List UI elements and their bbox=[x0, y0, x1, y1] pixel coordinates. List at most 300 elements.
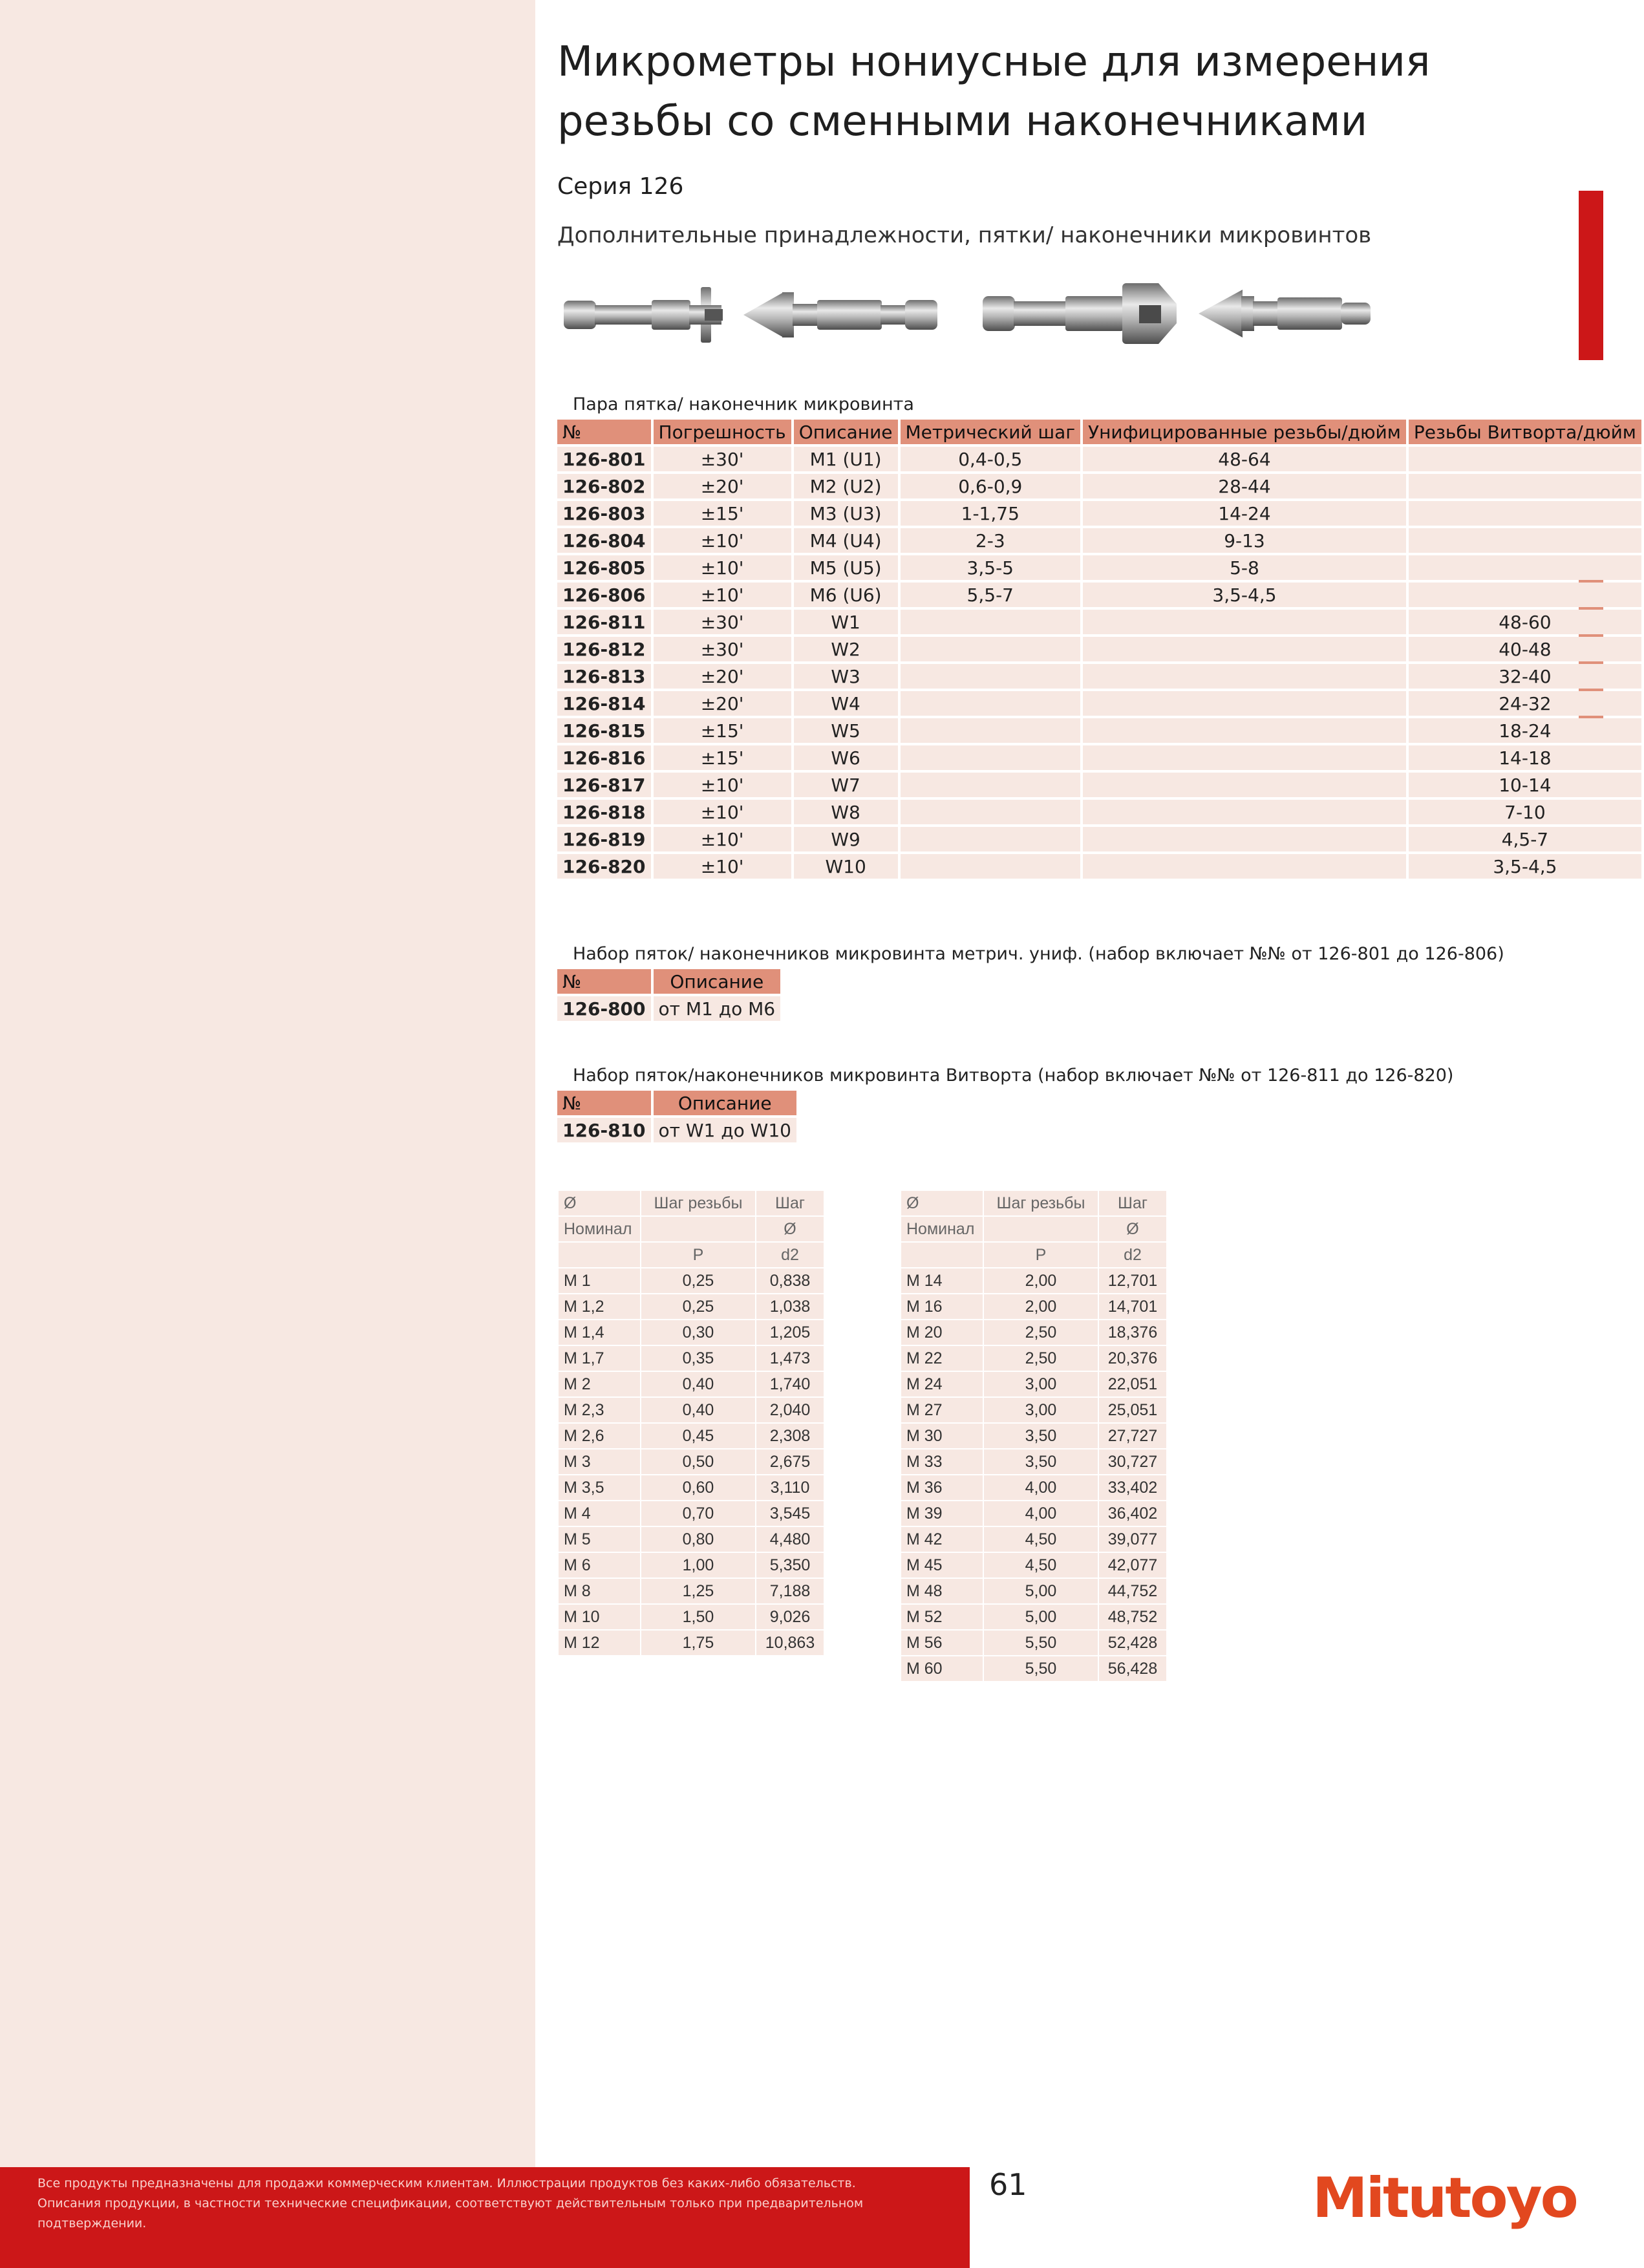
unified-tpi-cell bbox=[1083, 854, 1406, 879]
thread-pitch-cell: 3,50 bbox=[984, 1450, 1098, 1474]
pitch-diameter-cell: 2,040 bbox=[756, 1398, 824, 1422]
thread-size-cell: M 33 bbox=[901, 1450, 983, 1474]
description-cell: W8 bbox=[794, 800, 898, 824]
metric-pitch-cell bbox=[901, 827, 1081, 851]
thread-table-right bbox=[900, 1190, 1168, 1682]
item-number-cell: 126-818 bbox=[557, 800, 651, 824]
thread-header-cell: Номинал bbox=[559, 1217, 640, 1241]
pitch-diameter-cell: 1,038 bbox=[756, 1294, 824, 1319]
whitworth-tpi-cell bbox=[1409, 501, 1641, 526]
thread-row bbox=[901, 1450, 1166, 1474]
pitch-diameter-cell: 48,752 bbox=[1099, 1605, 1166, 1629]
pitch-diameter-cell: 14,701 bbox=[1099, 1294, 1166, 1319]
accuracy-cell: ±30' bbox=[654, 447, 791, 471]
whitworth-tpi-cell bbox=[1409, 555, 1641, 580]
metric-pitch-cell bbox=[901, 610, 1081, 634]
unified-tpi-cell: 3,5-4,5 bbox=[1083, 583, 1406, 607]
thread-size-cell: M 1,2 bbox=[559, 1294, 640, 1319]
table-row bbox=[557, 637, 1641, 661]
metric-pitch-cell bbox=[901, 745, 1081, 770]
thread-size-cell: M 1,4 bbox=[559, 1320, 640, 1345]
item-number-cell: 126-819 bbox=[557, 827, 651, 851]
thread-size-cell: M 3 bbox=[559, 1450, 640, 1474]
thread-row bbox=[901, 1501, 1166, 1526]
cone-tip-image bbox=[743, 292, 937, 337]
pitch-diameter-cell: 12,701 bbox=[1099, 1268, 1166, 1293]
thread-row bbox=[901, 1398, 1166, 1422]
thread-pitch-cell: 5,50 bbox=[984, 1631, 1098, 1655]
brand-logo: Mitutoyo bbox=[1312, 2166, 1577, 2231]
whitworth-tpi-cell: 14-18 bbox=[1409, 745, 1641, 770]
thread-row bbox=[559, 1501, 824, 1526]
accuracy-cell: ±20' bbox=[654, 474, 791, 498]
table-row bbox=[557, 501, 1641, 526]
thread-size-cell: M 48 bbox=[901, 1579, 983, 1603]
metric-set-table bbox=[555, 967, 783, 1023]
metric-pitch-cell bbox=[901, 691, 1081, 716]
col-header-whitworth-tpi: Резьбы Витворта/дюйм bbox=[1409, 420, 1641, 444]
unified-tpi-cell bbox=[1083, 745, 1406, 770]
whitworth-set-caption: Набор пяток/наконечников микровинта Витворта (набор включает №№ от 126-811 до 126-820) bbox=[573, 1065, 1454, 1086]
thread-header-cell bbox=[641, 1217, 755, 1241]
thread-pitch-cell: 2,00 bbox=[984, 1268, 1098, 1293]
unified-tpi-cell bbox=[1083, 691, 1406, 716]
thread-size-cell: M 2,6 bbox=[559, 1424, 640, 1448]
thread-pitch-cell: 0,80 bbox=[641, 1527, 755, 1552]
thread-pitch-cell: 0,25 bbox=[641, 1268, 755, 1293]
thread-pitch-cell: 3,00 bbox=[984, 1398, 1098, 1422]
thread-size-cell: M 10 bbox=[559, 1605, 640, 1629]
unified-tpi-cell bbox=[1083, 800, 1406, 824]
table-row bbox=[557, 528, 1641, 553]
table-row bbox=[557, 854, 1641, 879]
description-cell: M1 (U1) bbox=[794, 447, 898, 471]
col-header-description: Описание bbox=[654, 969, 781, 994]
thread-header-cell: Ø bbox=[1099, 1217, 1166, 1241]
thread-row bbox=[901, 1656, 1166, 1681]
thread-size-cell: M 52 bbox=[901, 1605, 983, 1629]
thread-row bbox=[901, 1268, 1166, 1293]
description-cell: M6 (U6) bbox=[794, 583, 898, 607]
col-header-number: № bbox=[557, 969, 651, 994]
pitch-diameter-cell: 2,675 bbox=[756, 1450, 824, 1474]
pitch-diameter-cell: 5,350 bbox=[756, 1553, 824, 1578]
thread-header-cell: P bbox=[641, 1243, 755, 1267]
thread-pitch-cell: 2,00 bbox=[984, 1294, 1098, 1319]
thread-size-cell: M 3,5 bbox=[559, 1475, 640, 1500]
thread-size-cell: M 4 bbox=[559, 1501, 640, 1526]
thread-header-cell: Номинал bbox=[901, 1217, 983, 1241]
description-cell: M3 (U3) bbox=[794, 501, 898, 526]
col-header-metric-pitch: Метрический шаг bbox=[901, 420, 1081, 444]
unified-tpi-cell bbox=[1083, 718, 1406, 743]
table-row bbox=[557, 827, 1641, 851]
thread-pitch-cell: 3,50 bbox=[984, 1424, 1098, 1448]
thread-size-cell: M 39 bbox=[901, 1501, 983, 1526]
col-header-number: № bbox=[557, 420, 651, 444]
thread-size-cell: M 12 bbox=[559, 1631, 640, 1655]
whitworth-tpi-cell bbox=[1409, 474, 1641, 498]
metric-pitch-cell: 0,4-0,5 bbox=[901, 447, 1081, 471]
thread-size-cell: M 16 bbox=[901, 1294, 983, 1319]
col-header-unified-tpi: Унифицированные резьбы/дюйм bbox=[1083, 420, 1406, 444]
thread-pitch-cell: 0,40 bbox=[641, 1398, 755, 1422]
col-header-number: № bbox=[557, 1091, 651, 1115]
whitworth-set-header-row bbox=[557, 1091, 796, 1115]
accuracy-cell: ±15' bbox=[654, 718, 791, 743]
pitch-diameter-cell: 22,051 bbox=[1099, 1372, 1166, 1396]
thread-row bbox=[901, 1475, 1166, 1500]
page-number: 61 bbox=[989, 2167, 1027, 2202]
thread-header-cell bbox=[901, 1243, 983, 1267]
thread-size-cell: M 27 bbox=[901, 1398, 983, 1422]
accuracy-cell: ±10' bbox=[654, 773, 791, 797]
table-row bbox=[557, 583, 1641, 607]
item-number-cell: 126-802 bbox=[557, 474, 651, 498]
thread-pitch-cell: 4,50 bbox=[984, 1527, 1098, 1552]
thread-row bbox=[901, 1527, 1166, 1552]
thread-header-cell bbox=[984, 1217, 1098, 1241]
accuracy-cell: ±10' bbox=[654, 854, 791, 879]
thread-header-cell: Шаг bbox=[756, 1191, 824, 1215]
metric-pitch-cell bbox=[901, 773, 1081, 797]
whitworth-set-table bbox=[555, 1088, 799, 1145]
thread-pitch-cell: 0,50 bbox=[641, 1450, 755, 1474]
pitch-diameter-cell: 9,026 bbox=[756, 1605, 824, 1629]
item-number-cell: 126-811 bbox=[557, 610, 651, 634]
thread-size-cell: M 24 bbox=[901, 1372, 983, 1396]
thread-header-row bbox=[559, 1217, 824, 1241]
description-cell: W4 bbox=[794, 691, 898, 716]
footer-disclaimer: Все продукты предназначены для продажи коммерческим клиентам. Иллюстрации продуктов без каких-либо обязательств. Описания продукции, в частности технические спецификации, соответствуют действительным только при предварительном подтверждении. bbox=[37, 2176, 864, 2231]
item-number-cell: 126-815 bbox=[557, 718, 651, 743]
description-cell: W7 bbox=[794, 773, 898, 797]
thread-header-row bbox=[901, 1191, 1166, 1215]
metric-pitch-cell bbox=[901, 854, 1081, 879]
unified-tpi-cell bbox=[1083, 773, 1406, 797]
thread-size-cell: M 14 bbox=[901, 1268, 983, 1293]
thread-header-cell: Ø bbox=[756, 1217, 824, 1241]
section-tab-red bbox=[1579, 191, 1603, 360]
item-number-cell: 126-804 bbox=[557, 528, 651, 553]
metric-pitch-cell: 2-3 bbox=[901, 528, 1081, 553]
accuracy-cell: ±20' bbox=[654, 691, 791, 716]
metric-set-caption: Набор пяток/ наконечников микровинта метрич. униф. (набор включает №№ от 126-801 до 126-806) bbox=[573, 944, 1504, 964]
thread-size-cell: M 2,3 bbox=[559, 1398, 640, 1422]
item-number-cell: 126-803 bbox=[557, 501, 651, 526]
subtitle: Дополнительные принадлежности, пятки/ наконечники микровинтов bbox=[557, 222, 1372, 248]
pitch-diameter-cell: 27,727 bbox=[1099, 1424, 1166, 1448]
table-row bbox=[557, 718, 1641, 743]
unified-tpi-cell bbox=[1083, 637, 1406, 661]
whitworth-tpi-cell: 18-24 bbox=[1409, 718, 1641, 743]
item-number-cell: 126-820 bbox=[557, 854, 651, 879]
accuracy-cell: ±20' bbox=[654, 664, 791, 689]
pitch-diameter-cell: 33,402 bbox=[1099, 1475, 1166, 1500]
thread-pitch-cell: 2,50 bbox=[984, 1346, 1098, 1371]
description-cell: W2 bbox=[794, 637, 898, 661]
table-row bbox=[557, 474, 1641, 498]
whitworth-tpi-cell: 48-60 bbox=[1409, 610, 1641, 634]
thread-pitch-cell: 5,00 bbox=[984, 1605, 1098, 1629]
table-row bbox=[557, 447, 1641, 471]
thread-pitch-cell: 0,60 bbox=[641, 1475, 755, 1500]
thread-pitch-cell: 4,50 bbox=[984, 1553, 1098, 1578]
thread-size-cell: M 30 bbox=[901, 1424, 983, 1448]
thread-header-cell: Шаг bbox=[1099, 1191, 1166, 1215]
thread-pitch-cell: 5,50 bbox=[984, 1656, 1098, 1681]
metric-pitch-cell: 3,5-5 bbox=[901, 555, 1081, 580]
whitworth-tpi-cell: 24-32 bbox=[1409, 691, 1641, 716]
thread-row bbox=[901, 1372, 1166, 1396]
unified-tpi-cell: 28-44 bbox=[1083, 474, 1406, 498]
thread-size-cell: M 8 bbox=[559, 1579, 640, 1603]
pitch-diameter-cell: 30,727 bbox=[1099, 1450, 1166, 1474]
pitch-diameter-cell: 1,473 bbox=[756, 1346, 824, 1371]
thread-size-cell: M 5 bbox=[559, 1527, 640, 1552]
description-cell: W9 bbox=[794, 827, 898, 851]
thread-pitch-cell: 4,00 bbox=[984, 1475, 1098, 1500]
thread-row bbox=[559, 1605, 824, 1629]
thread-row bbox=[901, 1605, 1166, 1629]
thread-row bbox=[559, 1372, 824, 1396]
table-row bbox=[557, 1118, 796, 1142]
thread-row bbox=[559, 1424, 824, 1448]
accuracy-cell: ±10' bbox=[654, 555, 791, 580]
item-number-cell: 126-806 bbox=[557, 583, 651, 607]
table-row bbox=[557, 996, 780, 1021]
thread-row bbox=[901, 1579, 1166, 1603]
whitworth-tpi-cell: 7-10 bbox=[1409, 800, 1641, 824]
metric-pitch-cell bbox=[901, 800, 1081, 824]
col-header-description: Описание bbox=[794, 420, 898, 444]
item-number-cell: 126-813 bbox=[557, 664, 651, 689]
thread-pitch-cell: 4,00 bbox=[984, 1501, 1098, 1526]
thread-size-cell: M 36 bbox=[901, 1475, 983, 1500]
pitch-diameter-cell: 36,402 bbox=[1099, 1501, 1166, 1526]
thread-row bbox=[901, 1631, 1166, 1655]
product-illustration bbox=[557, 272, 1372, 356]
thread-pitch-cell: 5,00 bbox=[984, 1579, 1098, 1603]
thread-header-cell bbox=[559, 1243, 640, 1267]
pitch-diameter-cell: 1,740 bbox=[756, 1372, 824, 1396]
thread-header-row bbox=[901, 1243, 1166, 1267]
thread-pitch-cell: 0,30 bbox=[641, 1320, 755, 1345]
pitch-diameter-cell: 4,480 bbox=[756, 1527, 824, 1552]
table-row bbox=[557, 555, 1641, 580]
thread-size-cell: M 42 bbox=[901, 1527, 983, 1552]
unified-tpi-cell: 5-8 bbox=[1083, 555, 1406, 580]
item-number-cell: 126-805 bbox=[557, 555, 651, 580]
thread-row bbox=[559, 1320, 824, 1345]
thread-row bbox=[901, 1294, 1166, 1319]
description-cell: M2 (U2) bbox=[794, 474, 898, 498]
thread-row bbox=[559, 1527, 824, 1552]
cone-tip-right-image bbox=[1199, 290, 1371, 337]
thread-size-cell: M 56 bbox=[901, 1631, 983, 1655]
whitworth-tpi-cell: 4,5-7 bbox=[1409, 827, 1641, 851]
accuracy-cell: ±30' bbox=[654, 610, 791, 634]
table-row bbox=[557, 610, 1641, 634]
description-cell: M4 (U4) bbox=[794, 528, 898, 553]
pitch-diameter-cell: 0,838 bbox=[756, 1268, 824, 1293]
table-row bbox=[557, 745, 1641, 770]
thread-header-row bbox=[559, 1191, 824, 1215]
thread-header-cell: P bbox=[984, 1243, 1098, 1267]
whitworth-tpi-cell bbox=[1409, 447, 1641, 471]
pair-table-header-row bbox=[557, 420, 1641, 444]
thread-header-cell: d2 bbox=[1099, 1243, 1166, 1267]
description-cell: M5 (U5) bbox=[794, 555, 898, 580]
pitch-diameter-cell: 3,545 bbox=[756, 1501, 824, 1526]
unified-tpi-cell: 48-64 bbox=[1083, 447, 1406, 471]
thread-pitch-cell: 0,25 bbox=[641, 1294, 755, 1319]
pair-table bbox=[555, 417, 1644, 881]
item-number-cell: 126-814 bbox=[557, 691, 651, 716]
accuracy-cell: ±15' bbox=[654, 501, 791, 526]
metric-set-header-row bbox=[557, 969, 780, 994]
thread-size-cell: M 45 bbox=[901, 1553, 983, 1578]
description-cell: W5 bbox=[794, 718, 898, 743]
description-cell: W10 bbox=[794, 854, 898, 879]
thread-header-cell: Ø bbox=[559, 1191, 640, 1215]
thread-size-cell: M 2 bbox=[559, 1372, 640, 1396]
item-number-cell: 126-812 bbox=[557, 637, 651, 661]
item-number: 126-800 bbox=[557, 996, 651, 1021]
whitworth-tpi-cell: 40-48 bbox=[1409, 637, 1641, 661]
thread-row bbox=[559, 1553, 824, 1578]
accuracy-cell: ±10' bbox=[654, 827, 791, 851]
thread-row bbox=[559, 1579, 824, 1603]
thread-size-cell: M 20 bbox=[901, 1320, 983, 1345]
thread-row bbox=[559, 1475, 824, 1500]
unified-tpi-cell bbox=[1083, 664, 1406, 689]
whitworth-tpi-cell: 10-14 bbox=[1409, 773, 1641, 797]
thread-row bbox=[559, 1398, 824, 1422]
thread-size-cell: M 1 bbox=[559, 1268, 640, 1293]
metric-pitch-cell: 0,6-0,9 bbox=[901, 474, 1081, 498]
unified-tpi-cell bbox=[1083, 610, 1406, 634]
thread-pitch-cell: 2,50 bbox=[984, 1320, 1098, 1345]
metric-pitch-cell: 5,5-7 bbox=[901, 583, 1081, 607]
thread-header-row bbox=[901, 1217, 1166, 1241]
thread-pitch-cell: 3,00 bbox=[984, 1372, 1098, 1396]
accuracy-cell: ±30' bbox=[654, 637, 791, 661]
pitch-diameter-cell: 2,308 bbox=[756, 1424, 824, 1448]
item-number-cell: 126-801 bbox=[557, 447, 651, 471]
unified-tpi-cell: 9-13 bbox=[1083, 528, 1406, 553]
thread-header-cell: Шаг резьбы bbox=[641, 1191, 755, 1215]
whitworth-tpi-cell: 32-40 bbox=[1409, 664, 1641, 689]
thread-row bbox=[901, 1346, 1166, 1371]
col-header-description: Описание bbox=[654, 1091, 796, 1115]
item-number-cell: 126-816 bbox=[557, 745, 651, 770]
thread-row bbox=[559, 1346, 824, 1371]
metric-pitch-cell bbox=[901, 637, 1081, 661]
unified-tpi-cell bbox=[1083, 827, 1406, 851]
pitch-diameter-cell: 52,428 bbox=[1099, 1631, 1166, 1655]
thread-row bbox=[901, 1424, 1166, 1448]
pitch-diameter-cell: 25,051 bbox=[1099, 1398, 1166, 1422]
thread-table-left bbox=[557, 1190, 825, 1656]
item-description: от M1 до M6 bbox=[654, 996, 781, 1021]
pitch-diameter-cell: 56,428 bbox=[1099, 1656, 1166, 1681]
thread-header-row bbox=[559, 1243, 824, 1267]
accuracy-cell: ±10' bbox=[654, 800, 791, 824]
thread-pitch-cell: 0,40 bbox=[641, 1372, 755, 1396]
thread-pitch-cell: 0,45 bbox=[641, 1424, 755, 1448]
pitch-diameter-cell: 20,376 bbox=[1099, 1346, 1166, 1371]
metric-pitch-cell bbox=[901, 718, 1081, 743]
table-row bbox=[557, 800, 1641, 824]
metric-pitch-cell: 1-1,75 bbox=[901, 501, 1081, 526]
thread-size-cell: M 1,7 bbox=[559, 1346, 640, 1371]
whitworth-tpi-cell: 3,5-4,5 bbox=[1409, 854, 1641, 879]
v-anvil-tip-image bbox=[983, 283, 1188, 344]
whitworth-tpi-cell bbox=[1409, 583, 1641, 607]
col-header-accuracy: Погрешность bbox=[654, 420, 791, 444]
thread-pitch-cell: 1,00 bbox=[641, 1553, 755, 1578]
thread-pitch-cell: 1,25 bbox=[641, 1579, 755, 1603]
description-cell: W6 bbox=[794, 745, 898, 770]
pitch-diameter-cell: 44,752 bbox=[1099, 1579, 1166, 1603]
thread-header-cell: Шаг резьбы bbox=[984, 1191, 1098, 1215]
thread-header-cell: Ø bbox=[901, 1191, 983, 1215]
unified-tpi-cell: 14-24 bbox=[1083, 501, 1406, 526]
left-band bbox=[0, 0, 535, 2167]
pitch-diameter-cell: 1,205 bbox=[756, 1320, 824, 1345]
table-row bbox=[557, 691, 1641, 716]
pitch-diameter-cell: 18,376 bbox=[1099, 1320, 1166, 1345]
pitch-diameter-cell: 42,077 bbox=[1099, 1553, 1166, 1578]
thread-row bbox=[559, 1268, 824, 1293]
thread-row bbox=[901, 1553, 1166, 1578]
pitch-diameter-cell: 3,110 bbox=[756, 1475, 824, 1500]
thread-header-cell: d2 bbox=[756, 1243, 824, 1267]
accuracy-cell: ±10' bbox=[654, 583, 791, 607]
item-description: от W1 до W10 bbox=[654, 1118, 796, 1142]
metric-pitch-cell bbox=[901, 664, 1081, 689]
page-title: Микрометры нониусные для измерения резьбы со сменными наконечниками bbox=[557, 38, 1431, 145]
table-row bbox=[557, 664, 1641, 689]
thread-pitch-cell: 0,35 bbox=[641, 1346, 755, 1371]
pair-table-caption: Пара пятка/ наконечник микровинта bbox=[573, 394, 914, 414]
thread-size-cell: M 60 bbox=[901, 1656, 983, 1681]
whitworth-tpi-cell bbox=[1409, 528, 1641, 553]
thread-pitch-cell: 0,70 bbox=[641, 1501, 755, 1526]
anvil-tip-left-image bbox=[564, 287, 723, 343]
item-number: 126-810 bbox=[557, 1118, 651, 1142]
thread-row bbox=[559, 1450, 824, 1474]
thread-pitch-cell: 1,50 bbox=[641, 1605, 755, 1629]
series-label: Серия 126 bbox=[557, 173, 684, 200]
thread-size-cell: M 22 bbox=[901, 1346, 983, 1371]
pitch-diameter-cell: 10,863 bbox=[756, 1631, 824, 1655]
accuracy-cell: ±10' bbox=[654, 528, 791, 553]
thread-row bbox=[901, 1320, 1166, 1345]
thread-size-cell: M 6 bbox=[559, 1553, 640, 1578]
description-cell: W3 bbox=[794, 664, 898, 689]
description-cell: W1 bbox=[794, 610, 898, 634]
item-number-cell: 126-817 bbox=[557, 773, 651, 797]
thread-row bbox=[559, 1294, 824, 1319]
thread-row bbox=[559, 1631, 824, 1655]
accuracy-cell: ±15' bbox=[654, 745, 791, 770]
thread-pitch-cell: 1,75 bbox=[641, 1631, 755, 1655]
table-row bbox=[557, 773, 1641, 797]
pitch-diameter-cell: 39,077 bbox=[1099, 1527, 1166, 1552]
pitch-diameter-cell: 7,188 bbox=[756, 1579, 824, 1603]
